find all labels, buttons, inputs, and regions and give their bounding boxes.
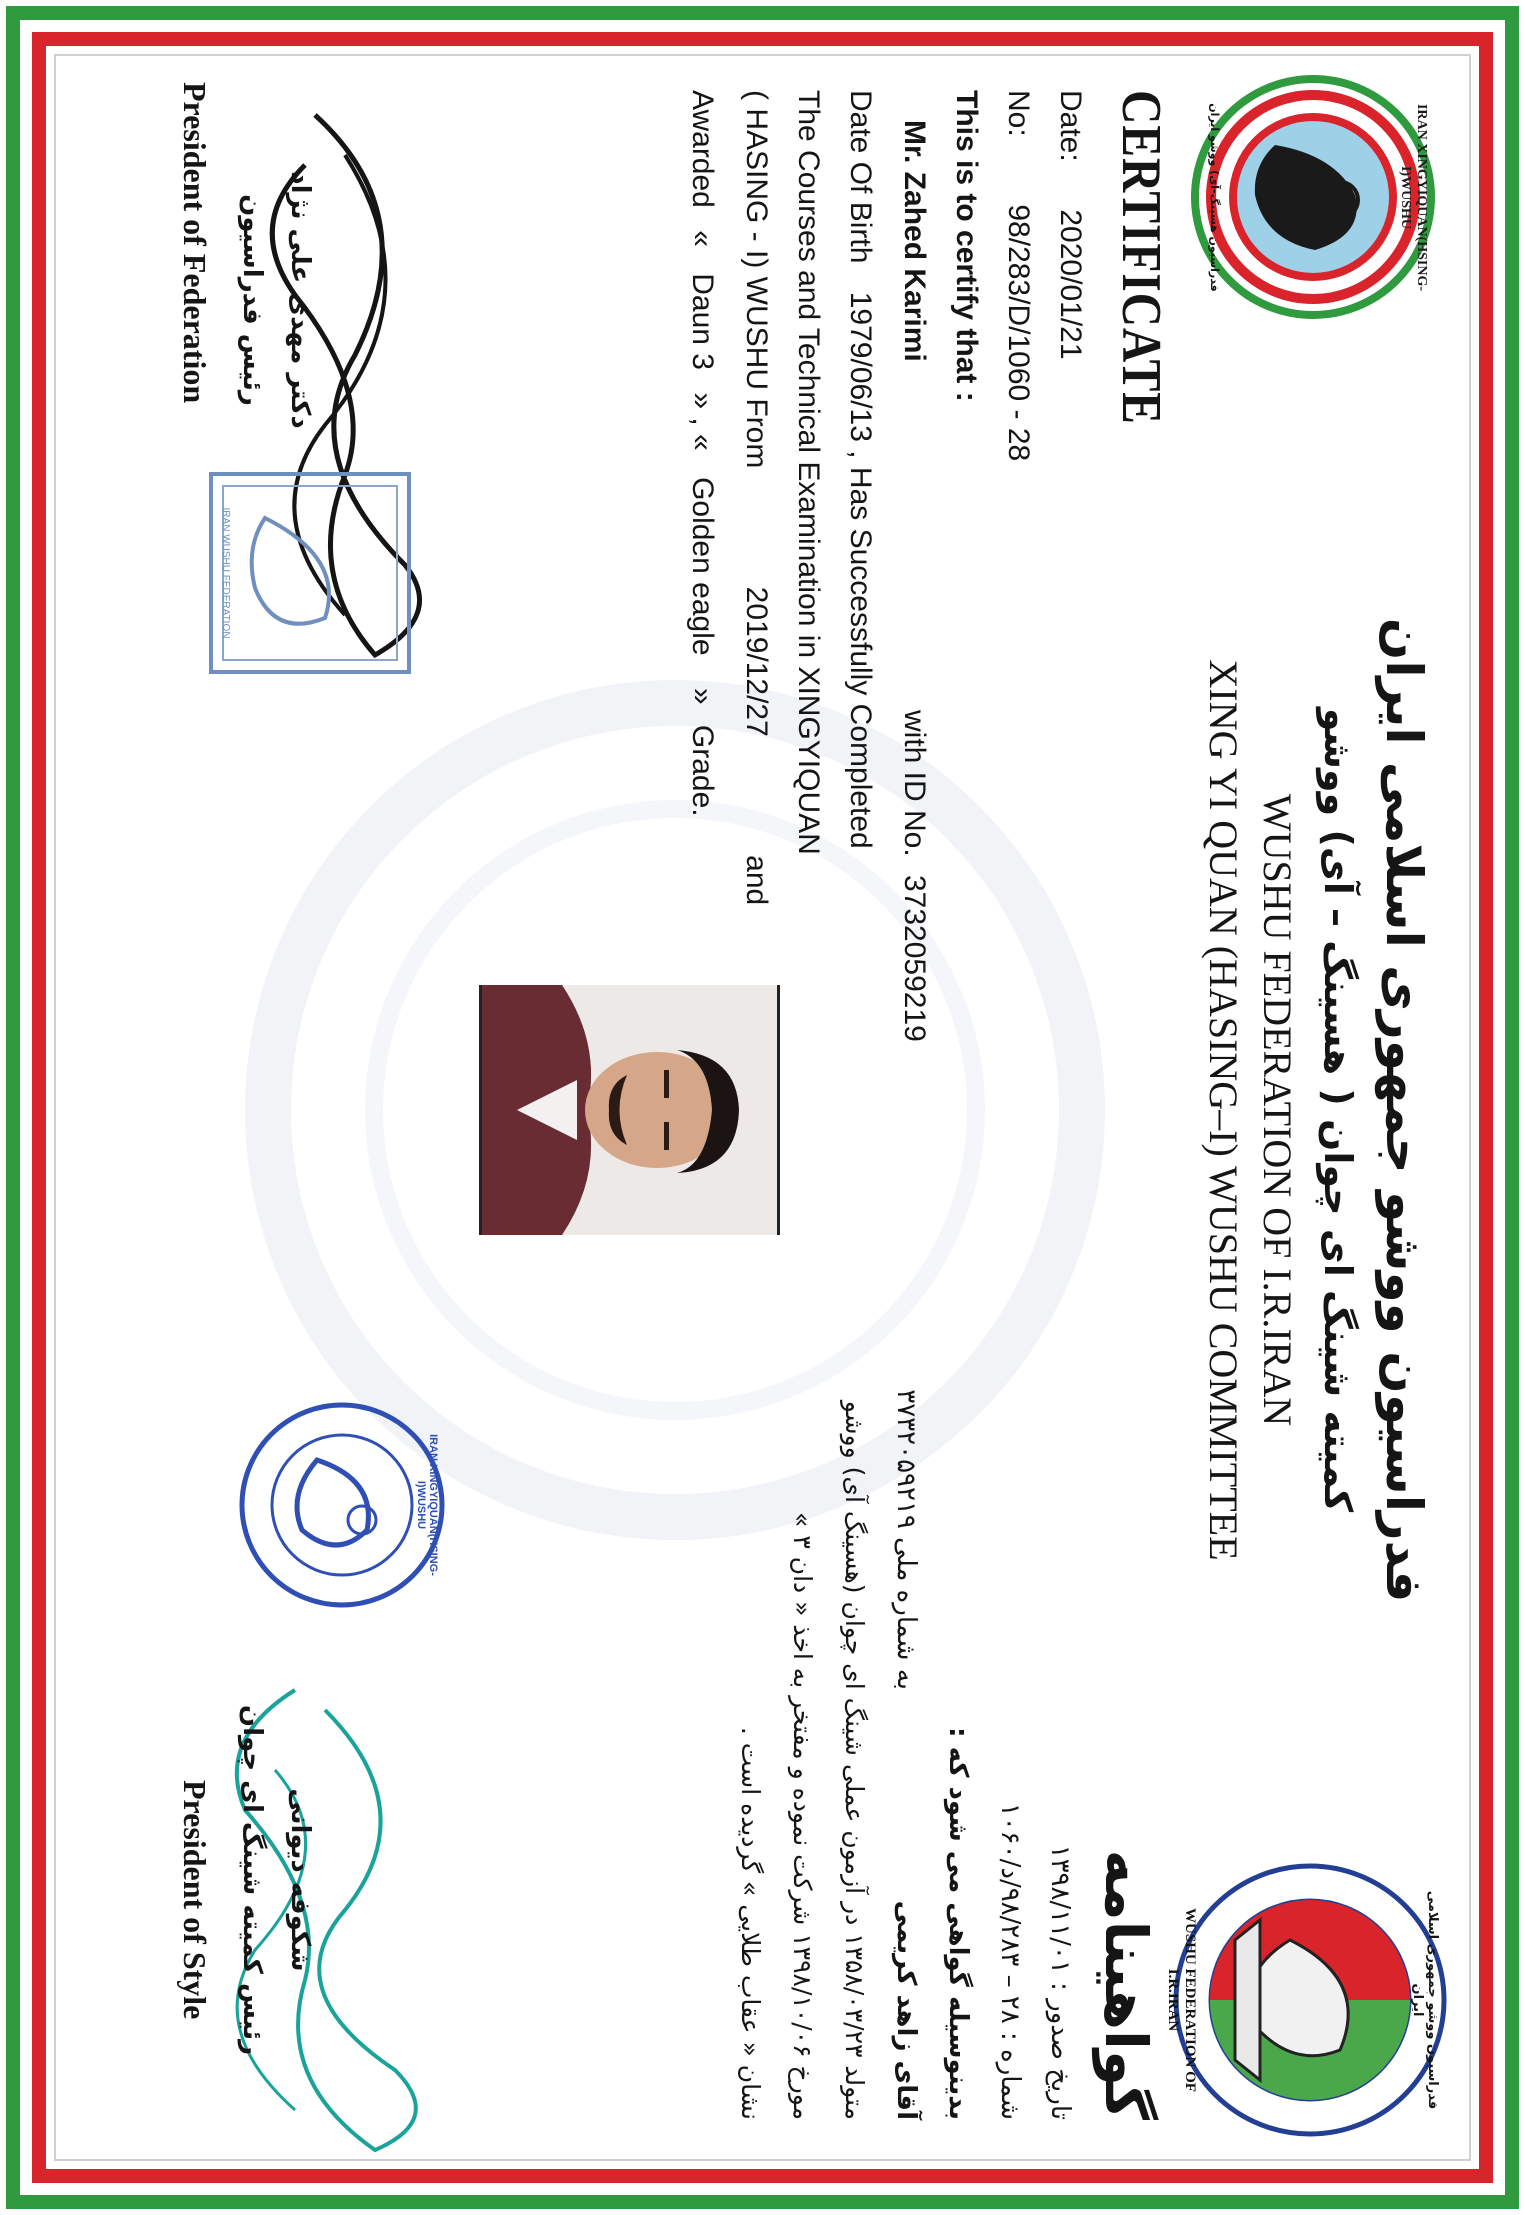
persian-name: آقای زاهد کریمی [891, 1900, 921, 2120]
persian-certify: بدینوسیله گواهی می شود که : [943, 1727, 973, 2120]
awarded-line: Awarded « Daun 3 » , « Golden eagle » Grade. [686, 90, 719, 817]
xingyiquan-logo-text-fa: فدراسیون هسینگ-آی) ووشو ایران [1208, 103, 1221, 292]
dob-row [843, 90, 877, 849]
persian-date: تاریخ صدور : ۱۳۹۸/۱۱/۰۱ [1045, 1844, 1075, 2120]
xingyiquan-logo [1190, 75, 1435, 320]
persian-id: به شماره ملی ۳۷۳۲۰۵۹۲۱۹ [891, 1389, 921, 1690]
date-label: Date [1054, 90, 1087, 154]
committee-stamp [237, 1400, 447, 1610]
period-line [739, 90, 773, 905]
holder-name: Mr. Zahed Karimi [898, 120, 931, 362]
period-date: 2019/12/27 [740, 586, 773, 737]
header-fa-subtitle: کمیته شینگ ای چوان ( هسینگ – آی) ووشو [1316, 707, 1360, 1513]
grade-dan: Daun 3 [686, 273, 719, 370]
course-line: The Courses and Technical Examination in XINGYIQUAN [792, 90, 825, 855]
number-label: No [1002, 90, 1035, 129]
persian-medal: نشان « عقاب طلایی » گردیده است . [736, 1726, 765, 2120]
federation-signer-role: رئیس فدراسیون [237, 194, 267, 406]
federation-president-title: President of Federation [177, 82, 213, 404]
header-en-federation: WUSHU FEDERATION OF I.R.IRAN [1255, 793, 1300, 1427]
persian-title: گواهینامه [1092, 1849, 1160, 2120]
persian-number: شماره : ۲۸ – ۹۸/۲۸۳/د/۱۰۶۰ [995, 1802, 1025, 2120]
id-value: 3732059219 [898, 875, 931, 1042]
dob-label: Date Of Birth [844, 90, 877, 264]
english-title: CERTIFICATE [1110, 90, 1172, 425]
style-signature [185, 1650, 465, 2170]
style-signer-name: شکوفه دیوانی [285, 1788, 315, 1972]
federation-logo-text-fa: فدراسیون ووشو جمهوری اسلامی ایران [1410, 1890, 1440, 2110]
federation-signer-name: دکتر مهدی علی نژاد [285, 171, 315, 429]
committee-stamp-text: IRAN XINGYIQUAN(HSING-I)WUSHU [415, 1434, 439, 1576]
dob-rest: , Has Successfully Completed [844, 450, 877, 849]
period-text: ( HASING - I) WUSHU From [740, 90, 773, 469]
dob-value: 1979/06/13 [844, 291, 877, 442]
federation-logo [1165, 1860, 1450, 2140]
certify-text: This is to certify that : [950, 90, 983, 402]
period-and: and [740, 855, 773, 906]
persian-date2: مورخ ۱۳۹۸/۱۰/۰۶ شرکت نموده و مفتخر به اخذ « دان ۳ » [788, 1512, 817, 2120]
federation-stamp-text: IRAN WUSHU FEDERATION [220, 507, 231, 639]
federation-stamp [205, 468, 415, 678]
style-president-title: President of Style [177, 1780, 213, 2020]
holder-photo [479, 985, 780, 1235]
header-fa-title: فدراسیون ووشو جمهوری اسلامی ایران [1375, 617, 1433, 1603]
persian-born: متولد ۱۳۵۸/۰۳/۲۳ در آزمون عملی شینگ ای چوان (هسینگ آی) ووشو [840, 1400, 869, 2120]
xingyiquan-logo-text: IRAN XINGYIQUAN(HSING-I)WUSHU [1398, 103, 1429, 292]
number-value: 98/283/D/1060 - 28 [1002, 204, 1035, 462]
id-label: with ID No. [898, 710, 931, 857]
number-row: No:98/283/D/1060 - 28 [1002, 90, 1035, 462]
date-value: 2020/01/21 [1054, 209, 1087, 360]
grade-medal: Golden eagle [686, 477, 719, 656]
federation-logo-text: WUSHU FEDERATION OF I.R.IRAN [1165, 1908, 1198, 2092]
date-row: Date:2020/01/21 [1054, 90, 1087, 360]
style-signer-role: رئیس کمیته شینگ ای چوان [237, 1704, 267, 2056]
grade-end: Grade. [686, 724, 719, 817]
awarded-label: Awarded [686, 90, 719, 208]
header-en-committee: XING YI QUAN (HASING–I) WUSHU COMMITTEE [1201, 659, 1246, 1561]
